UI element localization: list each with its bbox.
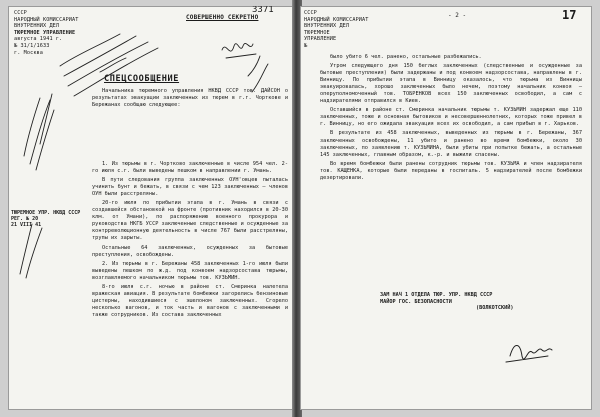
handwritten-annotations <box>8 6 294 410</box>
stamp-line: ТЮРЕМНОЕ УПР. НКВД СССР <box>11 210 81 216</box>
letterhead-line: ВНУТРЕННИХ ДЕЛ <box>14 23 60 30</box>
letterhead-line: НАРОДНЫЙ КОМИССАРИАТ <box>14 16 79 23</box>
letterhead-line: СССР <box>14 10 27 16</box>
letterhead-line: НАРОДНЫЙ КОМИССАРИАТ <box>304 16 369 23</box>
handwritten-signature <box>300 6 592 410</box>
letterhead-line: УПРАВЛЕНИЕ <box>304 36 337 43</box>
body-paragraph: 8-го июля с.г. ночью в районе ст. Смеринка налетела вражеская авиация. В результате бомбежки загорелись бензиновые цистерны, находившиеся с эшелоном заключенных. Сгорело несколько вагонов, и ток часть и вагонов с заключенными и также сотрудников. Из состава заключенных <box>92 283 288 318</box>
letterhead-line: СССР <box>304 10 317 16</box>
body-paragraph: 20-го июля по прибытии этапа в г. Умань в связи с создавшейся обстановкой на фронте (противник находился в 20-30 клм. от Умани), по распоряжению военного прокурора и руководства НКГБ УССР заключенные следственные и осужденные за контрреволюционную деятельность в числе 767 были расстреляны, трупы их зарыты. <box>92 200 288 242</box>
letterhead-line: ТЮРЕМНОЕ УПРАВЛЕНИЕ <box>14 29 76 36</box>
letterhead-line: № <box>304 42 308 49</box>
page-number: - 2 - <box>448 12 467 19</box>
intro-paragraph: Начальника тюремного управления НКВД СССР тов. ДАЙСОН о результатах эвакуации заключенных из тюрем в г.г. Чорткове и Бережанах сообщаю следующее: <box>92 88 288 109</box>
body-paragraph: 1. Из тюрьмы в г. Чортково заключенные в числе 954 чел. 2-го июля с.г. были выведены пешком в направлении г. Умань. <box>92 161 288 175</box>
body-paragraph: В результате из 458 заключенных, выведенных из тюрьмы в г. Бережаны, 367 заключенных освобождены, 11 убито и ранено во время бомбежки, около 30 заключенных, по заявлению т. КУЗЬМИНА, были убиты при попытке бежать, а остальные 145 заключенных, главным образом, к.-р. и выжили спасены. <box>320 130 582 158</box>
stamp-line: РЕГ. № 20 <box>11 216 39 222</box>
body-paragraph: Во время бомбежки были ранены сотрудник тюрьмы тов. КУЗЬМА и член надзирателя тов. КАЩЕНКА, которые были переданы в госпиталь. 5 надзирателей после бомбежки дезертировали. <box>320 160 582 181</box>
letterhead-line: ВНУТРЕННИХ ДЕЛ <box>304 23 350 30</box>
signature-line: ЗАМ НАЧ 1 ОТДЕЛА ТЮР. УПР. НКВД СССР <box>380 292 493 298</box>
body-paragraph: Оставшийся в районе ст. Смеринка начальник тюрьмы т. КУЗЬМИН задержал еще 110 заключенных, тоже и основная бытовиков и несовершеннолетних, которых тоже привел в г. Винницу, но его ожидала эвакуация всех их освободил, а сам прибыл в г. Харьков. <box>320 107 582 128</box>
stamp-line: 21 VIII 41 <box>11 222 42 228</box>
signatory-name: (ВОЛКОТСКИЙ) <box>476 305 514 312</box>
body-paragraph: В пути следования группа заключенных ОУН'овцев пыталась учинить бунт и бежать, в связи с чем 123 заключенных – членов ОУН были расстреляны. <box>92 177 288 198</box>
letterhead-line: ТЮРЕМНОЕ <box>304 29 330 36</box>
letterhead-number: № 31/1/1633 <box>14 42 50 49</box>
left-page <box>8 6 294 410</box>
letterhead-date: августа 1941 г. <box>14 36 63 43</box>
right-page <box>300 6 592 410</box>
document-title: СПЕЦСООБЩЕНИЕ <box>104 74 180 84</box>
corner-number: 17 <box>562 8 577 22</box>
body-paragraph: было убито 6 чел. ранено, остальные разбежались. <box>330 54 482 60</box>
document-number: 3371 <box>252 6 274 15</box>
letterhead-city: г. Москва <box>14 49 44 56</box>
body-paragraph: Утром следующего дня 150 беглых заключенных (следственные и осужденные за бытовые преступления) были задержаны и под конвоем надзорсостава, направлены в г. Винницу. По прибытии этапа в Винницу оказалось, что тюрьма из Винницы эвакуировалась, хорошо заключенных было нечем, поэтому начальник конвоя – оперуполномоченный тов. ТОБРЕНКОВ всех 150 заключенных освободил, а сам с надзирателями отправился в Киев. <box>320 63 582 105</box>
body-paragraph: 2. Из тюрьмы в г. Бережаны 458 заключенных 1-го июля были выведены пешком по ж.д. под конвоем надзорсостава тюрьмы, возглавляемого начальником тюрьмы тов. КУЗЬМИН. <box>92 260 288 281</box>
classification-label: СОВЕРШЕННО СЕКРЕТНО <box>186 14 259 21</box>
signature-line: МАЙОР ГОС. БЕЗОПАСНОСТИ <box>380 298 452 305</box>
body-paragraph: Остальные 64 заключенных, осужденных за бытовые преступления, освобождены. <box>92 244 288 258</box>
